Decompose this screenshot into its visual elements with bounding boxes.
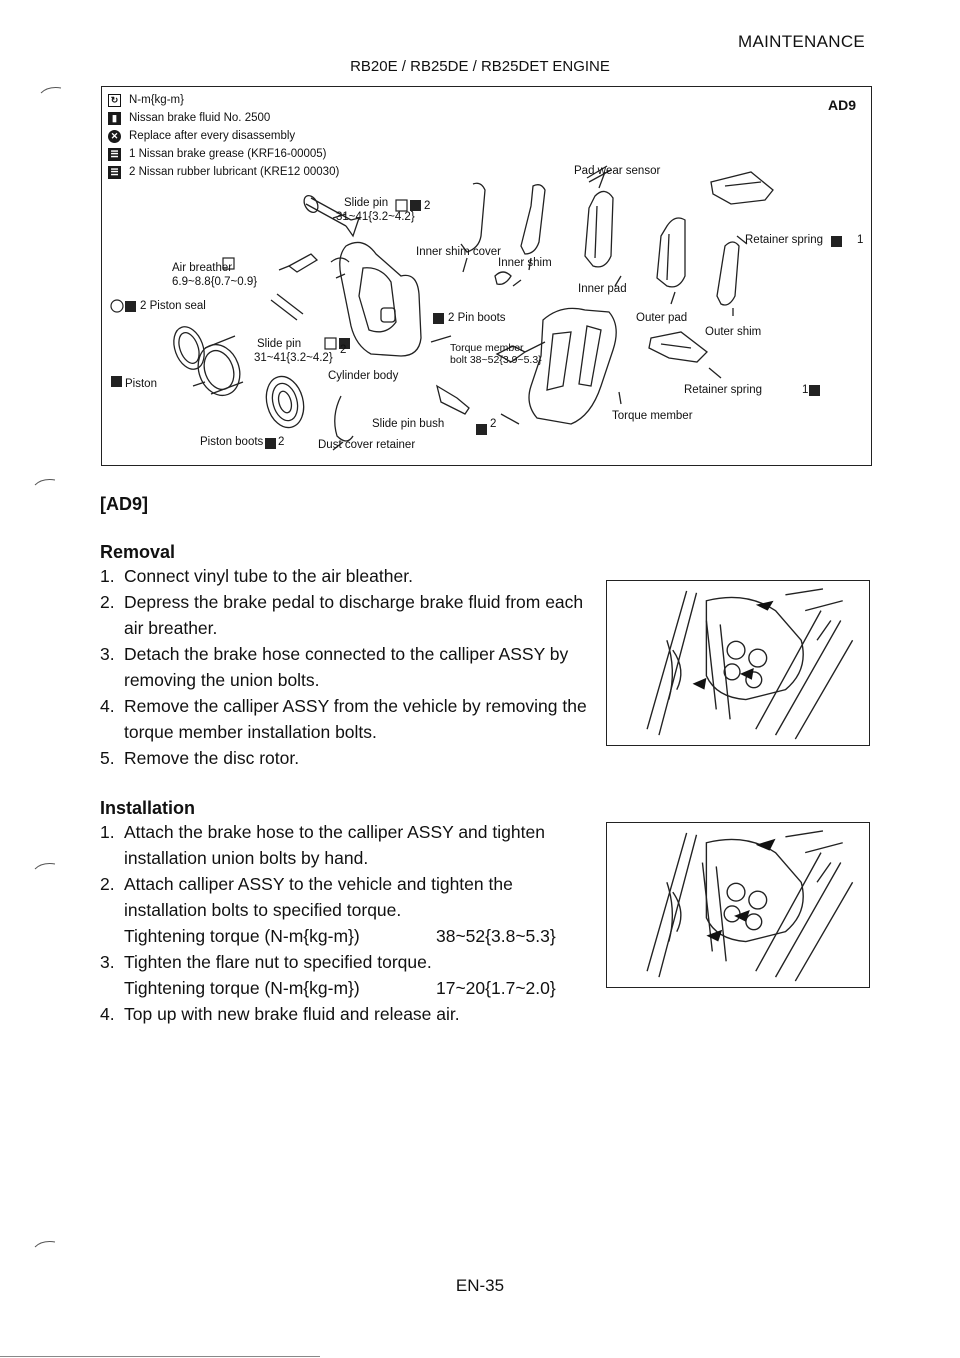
- removal-step: 4. Remove the calliper ASSY from the vehicle by removing the torque member installation bolts.: [100, 696, 587, 742]
- installation-step-torque: Tightening torque (N-m{kg-m}) 17~20{1.7~2.0}: [124, 978, 556, 998]
- bottom-rule: [0, 1356, 320, 1357]
- label-outer-pad: Outer pad: [636, 312, 688, 324]
- label-pad-wear-sensor: Pad wear sensor: [574, 165, 661, 177]
- label-piston: Piston: [125, 378, 157, 390]
- retainer-spring-bottom-part: [649, 332, 707, 362]
- label-dust-cover-retainer: Dust cover retainer: [318, 439, 416, 451]
- label-torque-member-bolt: Torque member: [450, 342, 524, 354]
- margin-mark-icon: [34, 478, 56, 486]
- page-number: EN-35: [455, 1276, 505, 1295]
- section-header: MAINTENANCE: [738, 32, 866, 51]
- label-cylinder-body: Cylinder body: [328, 370, 399, 382]
- grease-icon: ☰: [108, 148, 121, 161]
- label-grease-2-mid: 2: [340, 344, 347, 356]
- air-breather-part: [279, 254, 317, 272]
- removal-step: 2. Depress the brake pedal to discharge brake fluid from each air breather.: [100, 592, 584, 638]
- brake-fluid-icon: ▮: [108, 112, 121, 125]
- figure-id: AD9: [828, 97, 857, 113]
- legend-text: Replace after every disassembly: [129, 130, 296, 142]
- installation-illustration: [606, 822, 870, 988]
- engine-header: RB20E / RB25DE / RB25DET ENGINE: [350, 58, 610, 75]
- label-retainer-spring-top: Retainer spring: [745, 234, 823, 246]
- label-inner-pad: Inner pad: [578, 283, 627, 295]
- label-inner-shim-cover: Inner shim cover: [416, 246, 502, 258]
- removal-step: 1. Connect vinyl tube to the air bleather.: [100, 566, 413, 586]
- outer-shim-part: [717, 242, 739, 305]
- slide-pin-bush-part: [437, 386, 469, 414]
- margin-mark-icon: [34, 1240, 56, 1248]
- removal-step: 5. Remove the disc rotor.: [100, 748, 300, 768]
- label-slide-pin-bush: Slide pin bush: [372, 418, 445, 430]
- margin-mark-icon: [34, 862, 56, 870]
- label-retainer-spring-top-1: 1: [857, 234, 864, 246]
- removal-illustration: [606, 580, 870, 746]
- installation-step: 3. Tighten the flare nut to specified torque.: [100, 952, 432, 972]
- label-slide-pin-mid: Slide pin: [257, 338, 302, 350]
- legend-text: 1 Nissan brake grease (KRF16-00005): [129, 148, 327, 160]
- torque-member-part: [529, 308, 616, 424]
- label-grease-2-boots: 2: [278, 436, 285, 448]
- installation-step: 1. Attach the brake hose to the calliper ASSY and tighten installation union bolts by hand.: [100, 822, 545, 868]
- removal-steps: [100, 563, 594, 771]
- label-torque-member-bolt-2: bolt 38~52{3.9~5.3}: [450, 354, 542, 366]
- retainer-spring-top-part: [711, 172, 773, 204]
- label-piston-seal: 2 Piston seal: [140, 300, 206, 312]
- grease-icon: ☰: [108, 166, 121, 179]
- label-retainer-spring-bottom-1: 1: [802, 384, 809, 396]
- label-retainer-spring-bottom: Retainer spring: [684, 384, 762, 396]
- installation-step: 2. Attach calliper ASSY to the vehicle and tighten the installation bolts to specified torque.: [100, 874, 513, 920]
- outer-pad-part: [657, 218, 685, 287]
- removal-title: Removal: [100, 542, 176, 562]
- dust-cover-retainer-part: [335, 396, 353, 441]
- legend-text: N-m{kg-m}: [129, 94, 184, 106]
- installation-title: Installation: [100, 798, 196, 818]
- removal-step: 3. Detach the brake hose connected to the calliper ASSY by removing the union bolts.: [100, 644, 569, 690]
- piston-seal-part: [168, 323, 209, 374]
- label-slide-pin-top-torque: 31~41{3.2~4.2}: [336, 211, 415, 223]
- label-slide-pin-top: Slide pin: [344, 197, 389, 209]
- pin-boots-part: [495, 272, 511, 284]
- inner-shim-cover-part: [461, 183, 485, 252]
- label-grease-2-top: 2: [424, 200, 431, 212]
- legend-text: 2 Nissan rubber lubricant (KRE12 00030): [129, 166, 340, 178]
- piston-part: [191, 336, 246, 401]
- inner-pad-part: [585, 191, 613, 266]
- label-outer-shim: Outer shim: [705, 326, 762, 338]
- slide-pin-mid-part: [271, 294, 303, 320]
- installation-steps: [100, 819, 594, 1027]
- label-air-breather: Air breather: [172, 262, 233, 274]
- label-torque-member: Torque member: [612, 410, 693, 422]
- legend-text: Nissan brake fluid No. 2500: [129, 112, 271, 124]
- replace-icon: ✕: [108, 130, 121, 143]
- inner-shim-part: [521, 185, 545, 254]
- label-inner-shim: Inner shim: [498, 257, 552, 269]
- piston-boots-part: [261, 372, 309, 432]
- label-piston-boots: Piston boots: [200, 436, 264, 448]
- label-air-breather-torque: 6.9~8.8{0.7~0.9}: [172, 276, 258, 288]
- label-slide-pin-mid-torque: 31~41{3.2~4.2}: [254, 352, 333, 364]
- margin-mark-icon: [40, 86, 62, 94]
- section-title: [AD9]: [100, 494, 148, 514]
- installation-step: 4. Top up with new brake fluid and release air.: [100, 1004, 460, 1024]
- installation-step-torque: Tightening torque (N-m{kg-m}) 38~52{3.8~5.3}: [124, 926, 556, 946]
- label-grease-2-bush: 2: [490, 418, 497, 430]
- torque-wrench-icon: ↻: [108, 94, 121, 107]
- label-pin-boots: 2 Pin boots: [448, 312, 506, 324]
